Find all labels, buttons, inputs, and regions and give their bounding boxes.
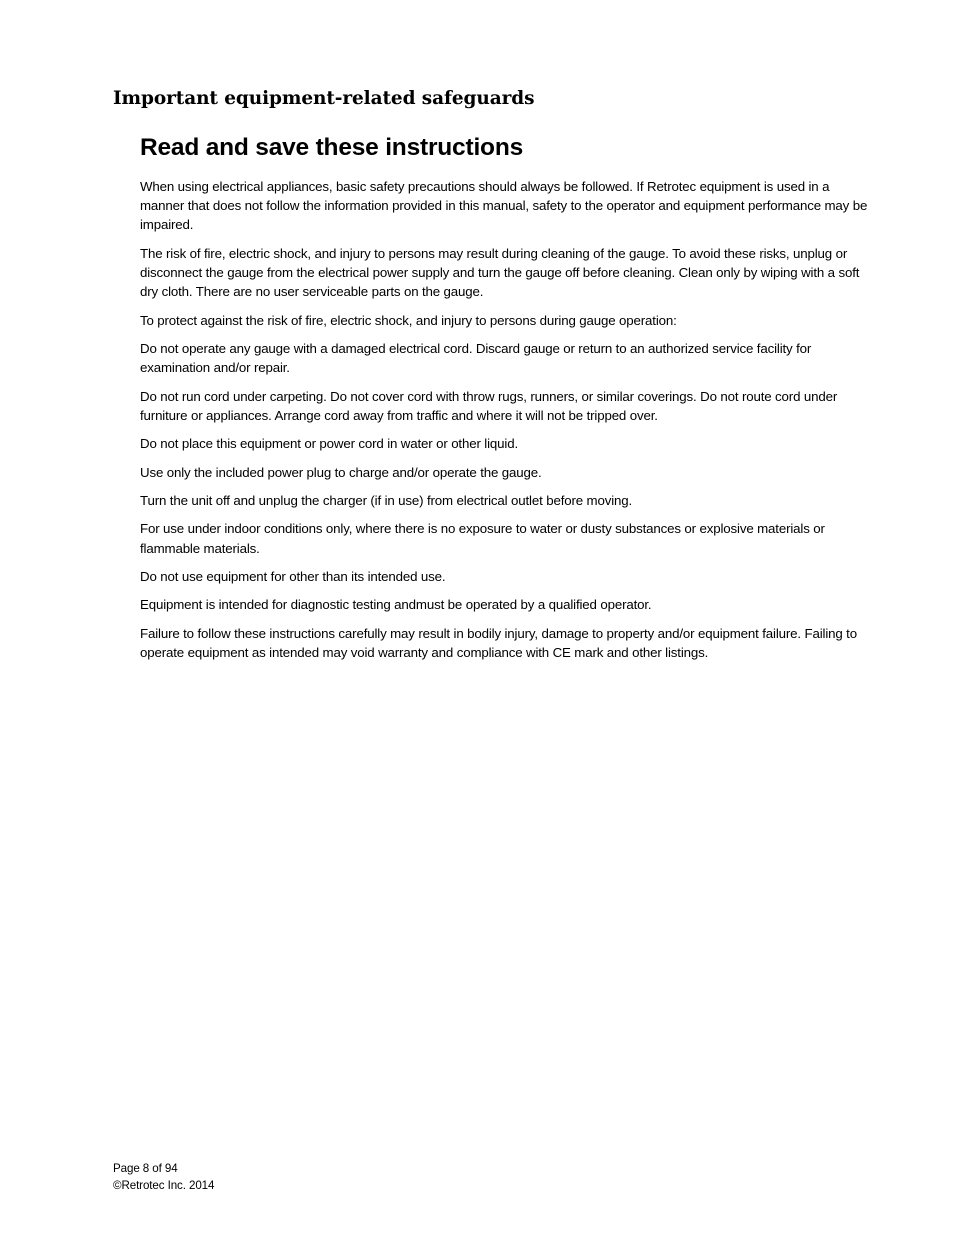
paragraph-moving: Turn the unit off and unplug the charger (if in use) from electrical outlet before moving. xyxy=(140,492,633,508)
paragraph-general-precautions: When using electrical appliances, basic safety precautions should always be followed. If Retrotec equipment is used in a manner that does not follow the information provided in this manual, safety to the operator and equipment performance may be impaired. xyxy=(140,179,868,233)
page-title: Read and save these instructions xyxy=(140,134,524,161)
paragraph-damaged-cord: Do not operate any gauge with a damaged electrical cord. Discard gauge or return to an authorized service facility for examination and/or repair. xyxy=(140,340,812,376)
paragraph-liquid: Do not place this equipment or power cord in water or other liquid. xyxy=(140,436,518,452)
paragraph-failure-warning: Failure to follow these instructions carefully may result in bodily injury, damage to property and/or equipment failure. Failing to operate equipment as intended may void warranty and compliance with CE mark and other listings. xyxy=(140,625,857,660)
paragraph-power-plug: Use only the included power plug to charge and/or operate the gauge. xyxy=(140,464,542,480)
paragraph-indoor-use: For use under indoor conditions only, where there is no exposure to water or dusty substances or explosive materials or flammable materials. xyxy=(140,521,825,556)
document-body xyxy=(140,129,870,671)
paragraph-intended-use: Do not use equipment for other than its intended use. xyxy=(140,568,446,584)
paragraph-cord-routing: Do not run cord under carpeting. Do not cover cord with throw rugs, runners, or similar coverings. Do not route cord under furniture or appliances. Arrange cord away from traffic and where it will not be tripped over. xyxy=(140,388,838,423)
paragraph-cleaning: The risk of fire, electric shock, and injury to persons may result during cleaning of the gauge. To avoid these risks, unplug or disconnect the gauge from the electrical power supply and turn the gauge off before cleaning. Clean only by wiping with a soft dry cloth. There are no user serviceable parts on the gauge. xyxy=(140,245,860,300)
section-heading: Important equipment-related safeguards xyxy=(113,88,535,109)
copyright-notice: ©Retrotec Inc. 2014 xyxy=(113,1179,215,1192)
paragraph-qualified-operator: Equipment is intended for diagnostic testing andmust be operated by a qualified operator. xyxy=(140,597,652,613)
page-number: Page 8 of 94 xyxy=(113,1162,178,1175)
page-footer xyxy=(113,1160,214,1194)
paragraph-operation-intro: To protect against the risk of fire, electric shock, and injury to persons during gauge operation: xyxy=(140,312,677,328)
